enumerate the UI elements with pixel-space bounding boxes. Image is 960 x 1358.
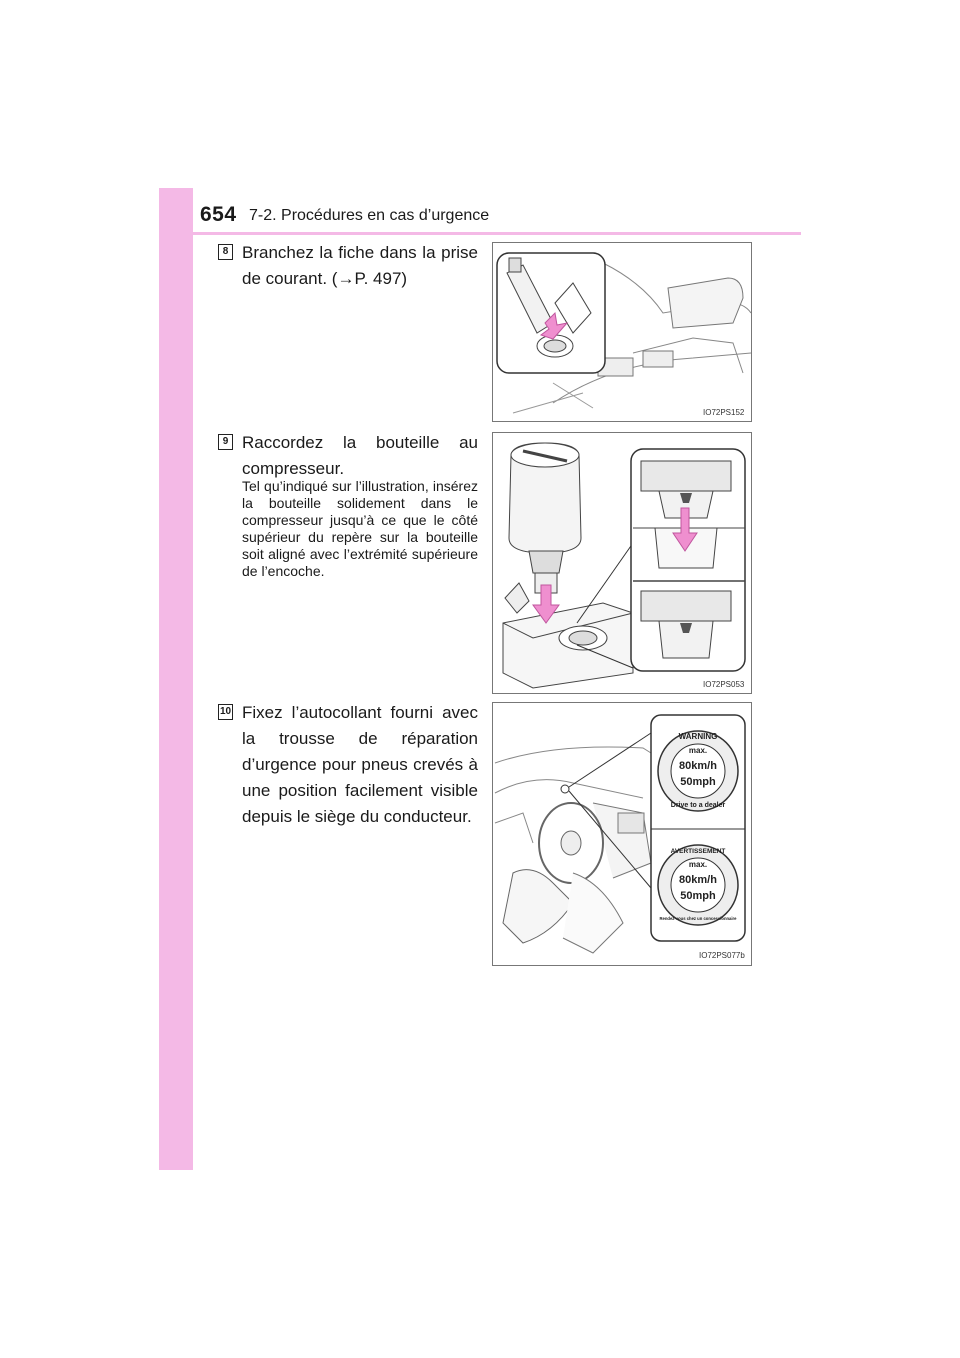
chapter-side-tab [159,188,193,1170]
step-10-text: Fixez l’autocollant fourni avec la trousse de réparation d’urgence pour pneus crevés à une position facilement visible depuis le siège du conducteur. [242,703,478,826]
sticker-fr-footer: Rendez-vous chez un concessionnaire [659,916,737,921]
sticker-fr-kmh: 80km/h [679,874,717,886]
step-8-number: 8 [218,244,233,260]
sticker-en-kmh: 80km/h [679,760,717,772]
step-8-text: Branchez la fiche dans la prise de courant. (→P. 497) [242,243,478,288]
sticker-en-mph: 50mph [680,776,716,788]
step-10-number: 10 [218,704,233,720]
figure-plug-socket [492,242,752,422]
sticker-en-header: WARNING [678,732,718,741]
step-9-text: Raccordez la bouteille au compresseur. [242,433,478,478]
sticker-fr-max: max. [688,860,708,869]
step-9-number: 9 [218,434,233,450]
figure-sticker-placement [492,702,752,966]
sticker-fr-mph: 50mph [680,890,716,902]
figure-code: IO72PS053 [703,680,745,689]
header-rule [193,232,801,235]
sticker-fr-header: AVERTISSEMENT [670,848,726,855]
sticker-en-footer: Drive to a dealer [670,802,726,809]
figure-code: IO72PS077b [699,951,745,960]
section-title: 7-2. Procédures en cas d’urgence [249,207,490,224]
sticker-en-max: max. [688,746,708,755]
page-number: 654 [200,203,237,226]
figure-code: IO72PS152 [703,408,745,417]
figure-bottle-compressor [492,432,752,694]
step-9-note: Tel qu’indiqué sur l’illustration, insérez la bouteille solidement dans le compresseur jusqu’à ce que le côté supérieur du repère sur la bouteille soit aligné avec l’extrémité supérieure de l’encoche. [242,478,478,579]
